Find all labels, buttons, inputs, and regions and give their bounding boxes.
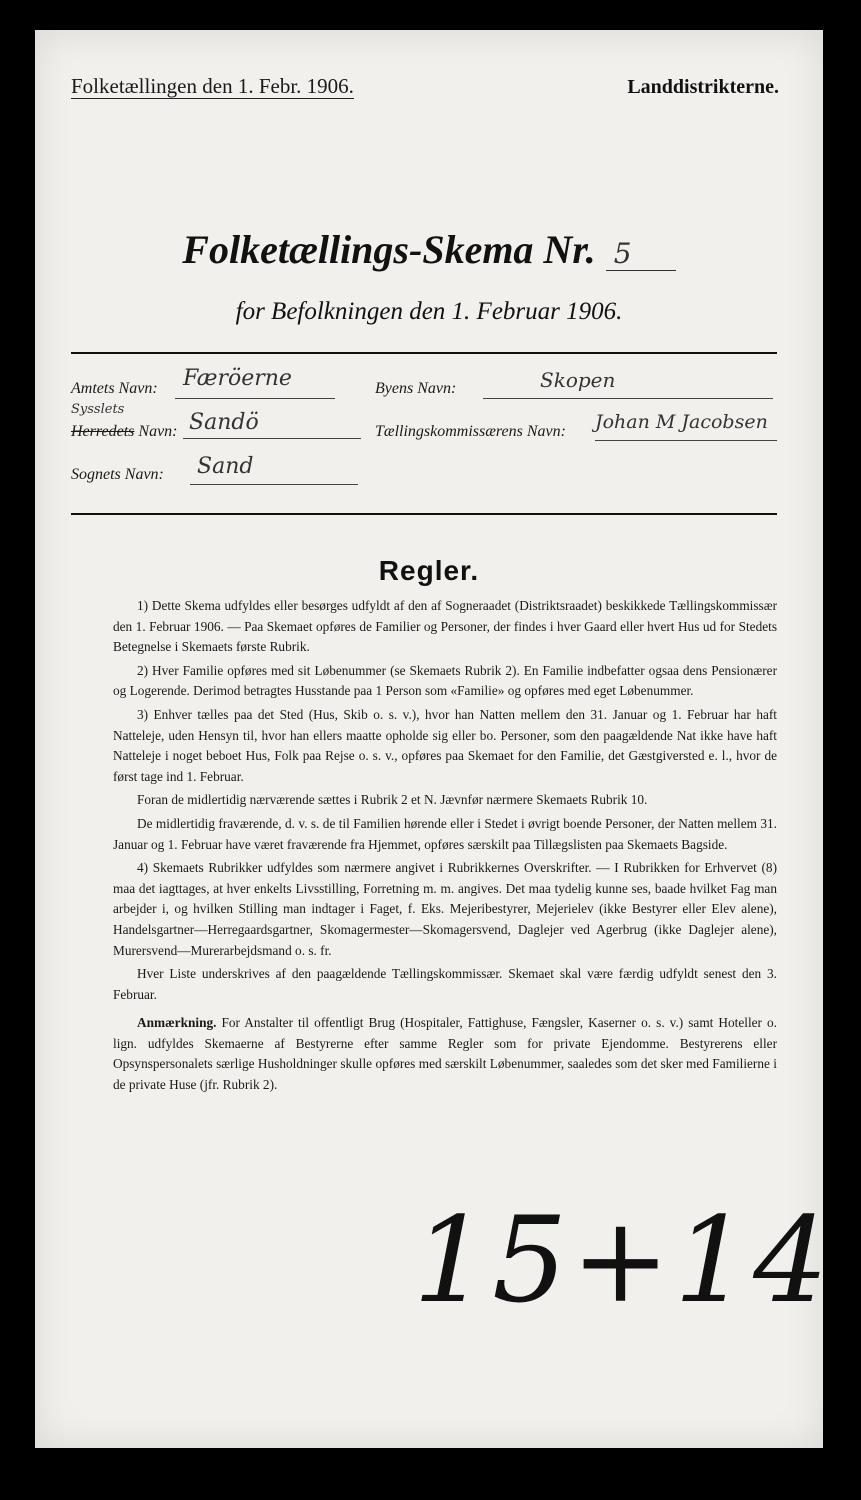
- by-line: [483, 398, 773, 399]
- herred-label-rest: Navn:: [138, 423, 178, 440]
- sogn-value: Sand: [197, 454, 254, 479]
- handwritten-total: 15+14: [413, 1191, 833, 1329]
- rule-paragraph: Hver Liste underskrives af den paagældende Tællingskommissær. Skemaet skal være færdig udfyldt senest den 3. Februar.: [113, 966, 777, 1002]
- amt-line: [175, 398, 335, 399]
- rule-paragraph: De midlertidig fraværende, d. v. s. de til Familien hørende eller i Stedet i øvrigt boende Personer, der Natten mellem 31. Januar og 1. Februar have været fraværende fra Hjemmet, opføres særskilt paa Tillægslisten paa Skemaets Bagside.: [113, 815, 777, 852]
- sogn-line: [190, 484, 358, 485]
- kommissaer-value: Johan M Jacobsen: [595, 411, 768, 433]
- rule-paragraph: 4) Skemaets Rubrikker udfyldes som nærmere angivet i Rubrikkernes Overskrifter. — I Rubrikken for Erhvervet (8) maa det iagttages, at hver enkelts Livsstilling, Forretning m. m. angives. Det maa tydelig kunne ses, baade hvilket Fag man arbejder i, og hvilken Stilling man indtager i Faget, f. Eks. Mejeribestyrer, Mejerielev (ikke Bestyrer eller Elev alene), Handelsgartner—Herregaardsgartner, Skomagermester—Skomagersvend, Daglejer ved Agerbrug (ikke Daglejer alene), Murersvend—Murerarbejdsmand o. s. fr.: [113, 860, 777, 958]
- by-label: Byens Navn:: [375, 380, 457, 397]
- amt-label: Amtets Navn:: [71, 380, 158, 397]
- form-number-value: 5: [606, 237, 676, 271]
- form-subtitle: for Befolkningen den 1. Februar 1906.: [235, 298, 623, 325]
- herred-label: [71, 423, 178, 441]
- kommissaer-line: [595, 440, 777, 441]
- amt-value: Færöerne: [183, 366, 292, 391]
- sogn-label: Sognets Navn:: [71, 466, 164, 483]
- rule-paragraph: 2) Hver Familie opføres med sit Løbenummer (se Skemaets Rubrik 2). En Familie indbefatter ogsaa dens Pensionærer og Logerende. Derimod betragtes Husstande paa 1 Person som «Familie» og opføres med eget Løbenummer.: [113, 662, 777, 699]
- district-type-label: Landdistrikterne.: [627, 76, 779, 98]
- census-form-sheet: [35, 30, 833, 1448]
- form-title: [35, 226, 823, 273]
- note-text: For Anstalter til offentligt Brug (Hospitaler, Fattighuse, Fængsler, Kaserner o. s. v.) samt Hoteller o. lign. udfyldes Skemaerne af Bestyrerne efter samme Regler som for private Ejendomme. Bestyrerens eller Opsynspersonalets særlige Husholdninger skulle opføres med særskilt Løbenummer, saaledes som det sker med Familierne i de private Huse (jfr. Rubrik 2).: [113, 1015, 777, 1093]
- herred-line: [183, 438, 361, 439]
- rule-paragraph: 1) Dette Skema udfyldes eller besørges udfyldt af den af Sogneraadet (Distriktsraadet) beskikkede Tællingskommissær den 1. Februar 1906. — Paa Skemaet opføres de Familier og Personer, der findes i hver Gaard eller hvert Hus ud for Stedets Betegnelse i Skemaets første Rubrik.: [113, 598, 777, 655]
- rules-text: [113, 596, 777, 1099]
- rule-paragraph: 3) Enhver tælles paa det Sted (Hus, Skib o. s. v.), hvor han Natten mellem den 31. Januar og 1. Februar har haft Natteleje, uden Hensyn til, hvor han ellers maatte opholde sig eller bo. Personer, som den paagældende Nat ikke have haft Natteleje i noget beboet Hus, Folk paa Rejse o. s. v., opføres paa Skemaet for den Familie, det Gæstgiversted e. l., hvor de først tage ind 1. Februar.: [113, 706, 777, 784]
- rule-paragraph: Foran de midlertidig nærværende sættes i Rubrik 2 et N. Jævnfør nærmere Skemaets Rubrik 10.: [137, 792, 648, 808]
- top-divider: [71, 352, 777, 354]
- rules-heading: Regler.: [378, 555, 480, 586]
- herred-value: Sandö: [189, 410, 259, 435]
- herred-label-struck: Herredets: [71, 423, 135, 440]
- form-title-text: Folketællings-Skema Nr.: [182, 227, 596, 272]
- note-paragraph: [113, 1013, 777, 1095]
- kommissaer-label: Tællingskommissærens Navn:: [375, 423, 566, 440]
- note-label: Anmærkning.: [137, 1015, 217, 1031]
- fields-divider: [71, 513, 777, 515]
- by-value: Skopen: [540, 368, 616, 392]
- syssel-handwritten-label: Sysslets: [71, 402, 125, 417]
- census-header-title: Folketællingen den 1. Febr. 1906.: [71, 74, 354, 98]
